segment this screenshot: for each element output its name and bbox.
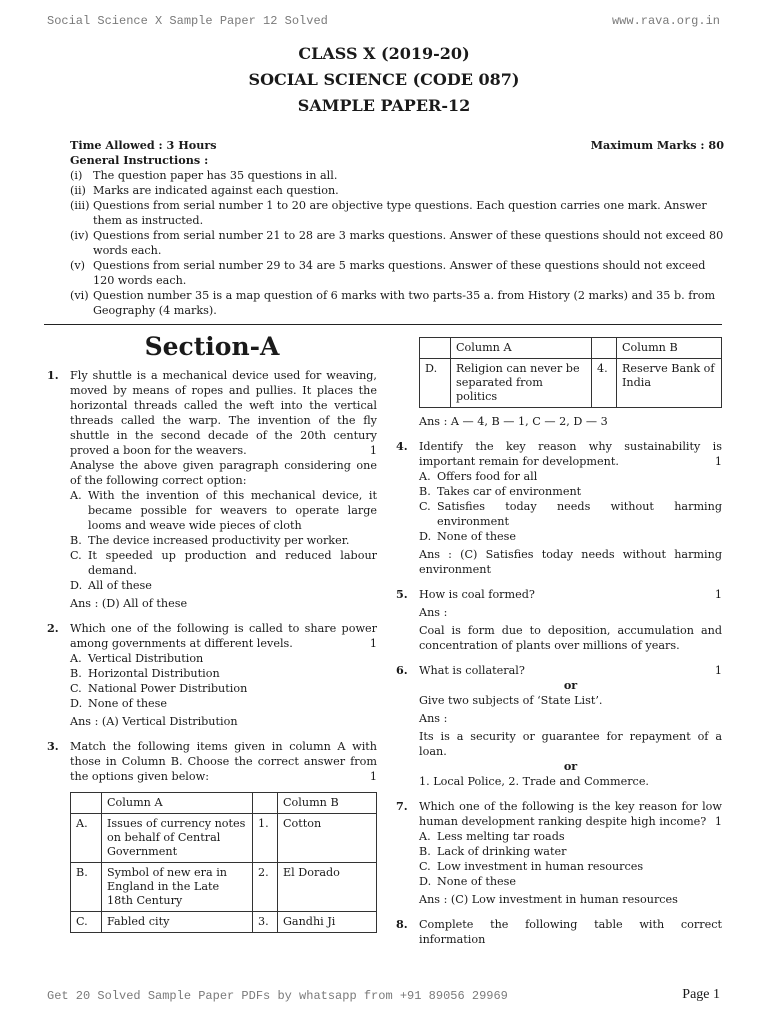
option: A. Offers food for all [419,470,538,483]
option: B. The device increased productivity per worker. [70,534,350,547]
class-title: CLASS X (2019-20) [298,44,470,63]
page-number: Page 1 [682,987,720,1002]
option: D. None of these [419,530,517,543]
option: B. Horizontal Distribution [70,667,220,680]
answer-label: Ans : [419,606,448,619]
option: C. Satisfies today needs without harming environment [419,500,722,528]
paper-title: SAMPLE PAPER-12 [297,96,471,115]
option: D. All of these [70,579,152,592]
instruction-item: (v) Questions from serial number 29 to 34 are 5 marks questions. Answer of these questions should not exceed 120 words each. [70,259,706,287]
answer: Ans : A — 4, B — 1, C — 2, D — 3 [419,415,608,428]
answer: 1. Local Police, 2. Trade and Commerce. [419,775,649,788]
left-column [47,332,377,933]
match-table-continued [419,337,722,408]
instructions-heading: General Instructions : [70,153,209,167]
marks-indicator: 1 [714,815,722,828]
maximum-marks: Maximum Marks : 80 [590,138,724,152]
section-heading: Section-A [144,332,280,361]
answer-label: Ans : [419,712,448,725]
instruction-item: (iii) Questions from serial number 1 to 20 are objective type questions. Each question carries one mark. Answer them as instructed. [70,199,707,227]
question-3: 3. Match the following items given in column A with those in Column B. Choose the correct answer from the options given below: 1 [47,739,377,783]
column-b-header: Column B [617,338,722,359]
answer: Ans : (C) Low investment in human resources [419,893,678,906]
table-row: B. Symbol of new era in England in the Late 18th Century 2. El Dorado [71,863,377,912]
question-6: 6. What is collateral? 1 or Give two subjects of ‘State List’. Ans : Its is a security or guarantee for repayment of a loan. or 1. Local Police, 2. Trade and Commerce. [396,663,722,788]
question-2: 2. Which one of the following is called to share power among governments at different levels. 1 A. Vertical Distribution B. Horizontal Distribution C. National Power Distribution D. None of these Ans : (A) Vertical Distribution [47,621,377,728]
option: B. Takes car of environment [419,485,582,498]
or-separator: or [563,759,578,773]
answer: Ans : (D) All of these [70,597,188,610]
time-allowed: Time Allowed : 3 Hours [70,138,217,152]
running-header-website: www.rava.org.in [611,14,720,28]
option: A. Vertical Distribution [70,652,204,665]
table-row: A. Issues of currency notes on behalf of Central Government 1. Cotton [71,814,377,863]
column-b-header: Column B [278,793,377,814]
marks-indicator: 1 [369,637,377,650]
option: C. It speeded up production and reduced labour demand. [70,549,377,577]
instruction-item: (i) The question paper has 35 questions in all. [70,169,338,182]
marks-indicator: 1 [714,455,722,468]
table-row: C. Fabled city 3. Gandhi Ji [71,912,377,933]
general-instructions [70,138,724,318]
option: A. With the invention of this mechanical device, it became possible for weavers to operate large looms and weave wide pieces of cloth [70,489,377,532]
table-row: D. Religion can never be separated from politics 4. Reserve Bank of India [420,359,722,408]
option: B. Lack of drinking water [419,845,567,858]
marks-indicator: 1 [369,444,377,457]
or-separator: or [563,678,578,692]
marks-indicator: 1 [714,664,722,677]
question-4: 4. Identify the key reason why sustainability is important remain for development. 1 A. Offers food for all B. Takes car of environment C. Satisfies today needs without harming environment D. None of these Ans : (C) Satisfies today needs without harming environment [396,439,722,576]
right-column [396,337,722,957]
footer-promo: Get 20 Solved Sample Paper PDFs by whatsapp from +91 89056 29969 [47,989,508,1003]
marks-indicator: 1 [714,588,722,601]
marks-indicator: 1 [369,770,377,783]
column-a-header: Column A [451,338,592,359]
option: C. National Power Distribution [70,682,248,695]
answer: Ans : (C) Satisfies today needs without harming environment [419,548,722,576]
instruction-item: (ii) Marks are indicated against each question. [70,184,339,197]
question-5: 5. How is coal formed? 1 Ans : Coal is form due to deposition, accumulation and concentration of plants over millions of years. [396,587,722,652]
question-8: 8. Complete the following table with correct information [396,917,722,946]
answer: Ans : (A) Vertical Distribution [70,715,238,728]
option: C. Low investment in human resources [419,860,644,873]
option: D. None of these [419,875,517,888]
match-table [70,792,377,933]
column-a-header: Column A [102,793,253,814]
option: D. None of these [70,697,168,710]
option: A. Less melting tar roads [419,830,565,843]
answer: Its is a security or guarantee for repayment of a loan. [419,730,722,758]
answer: Coal is form due to deposition, accumulation and concentration of plants over millions of years. [419,624,722,652]
header-divider [44,324,722,325]
instruction-item: (vi) Question number 35 is a map question of 6 marks with two parts-35 a. from History (2 marks) and 35 b. from Geography (4 marks). [70,289,716,317]
question-1: 1. Fly shuttle is a mechanical device used for weaving, moved by means of ropes and pullies. It places the horizontal threads called the weft into the vertical threads called the warp. The invention of the fly shuttle in the second decade of the 20th century proved a boon for the weavers. 1 Analyse the above given paragraph considering one of the following correct option: A. With the invention of this mechanical device, it became possible for weavers to operate large looms and weave wide pieces of cloth B. The device increased productivity per worker. C. It speeded up production and reduced labour demand. D. All of these Ans : (D) All of these [47,368,377,610]
instruction-item: (iv) Questions from serial number 21 to 28 are 3 marks questions. Answer of these questions should not exceed 80 words each. [70,229,724,257]
running-header-title: Social Science X Sample Paper 12 Solved [47,14,328,28]
question-7: 7. Which one of the following is the key reason for low human development ranking despite high income? 1 A. Less melting tar roads B. Lack of drinking water C. Low investment in human resources D. None of these Ans : (C) Low investment in human resources [396,799,722,906]
subject-title: SOCIAL SCIENCE (CODE 087) [248,70,520,89]
